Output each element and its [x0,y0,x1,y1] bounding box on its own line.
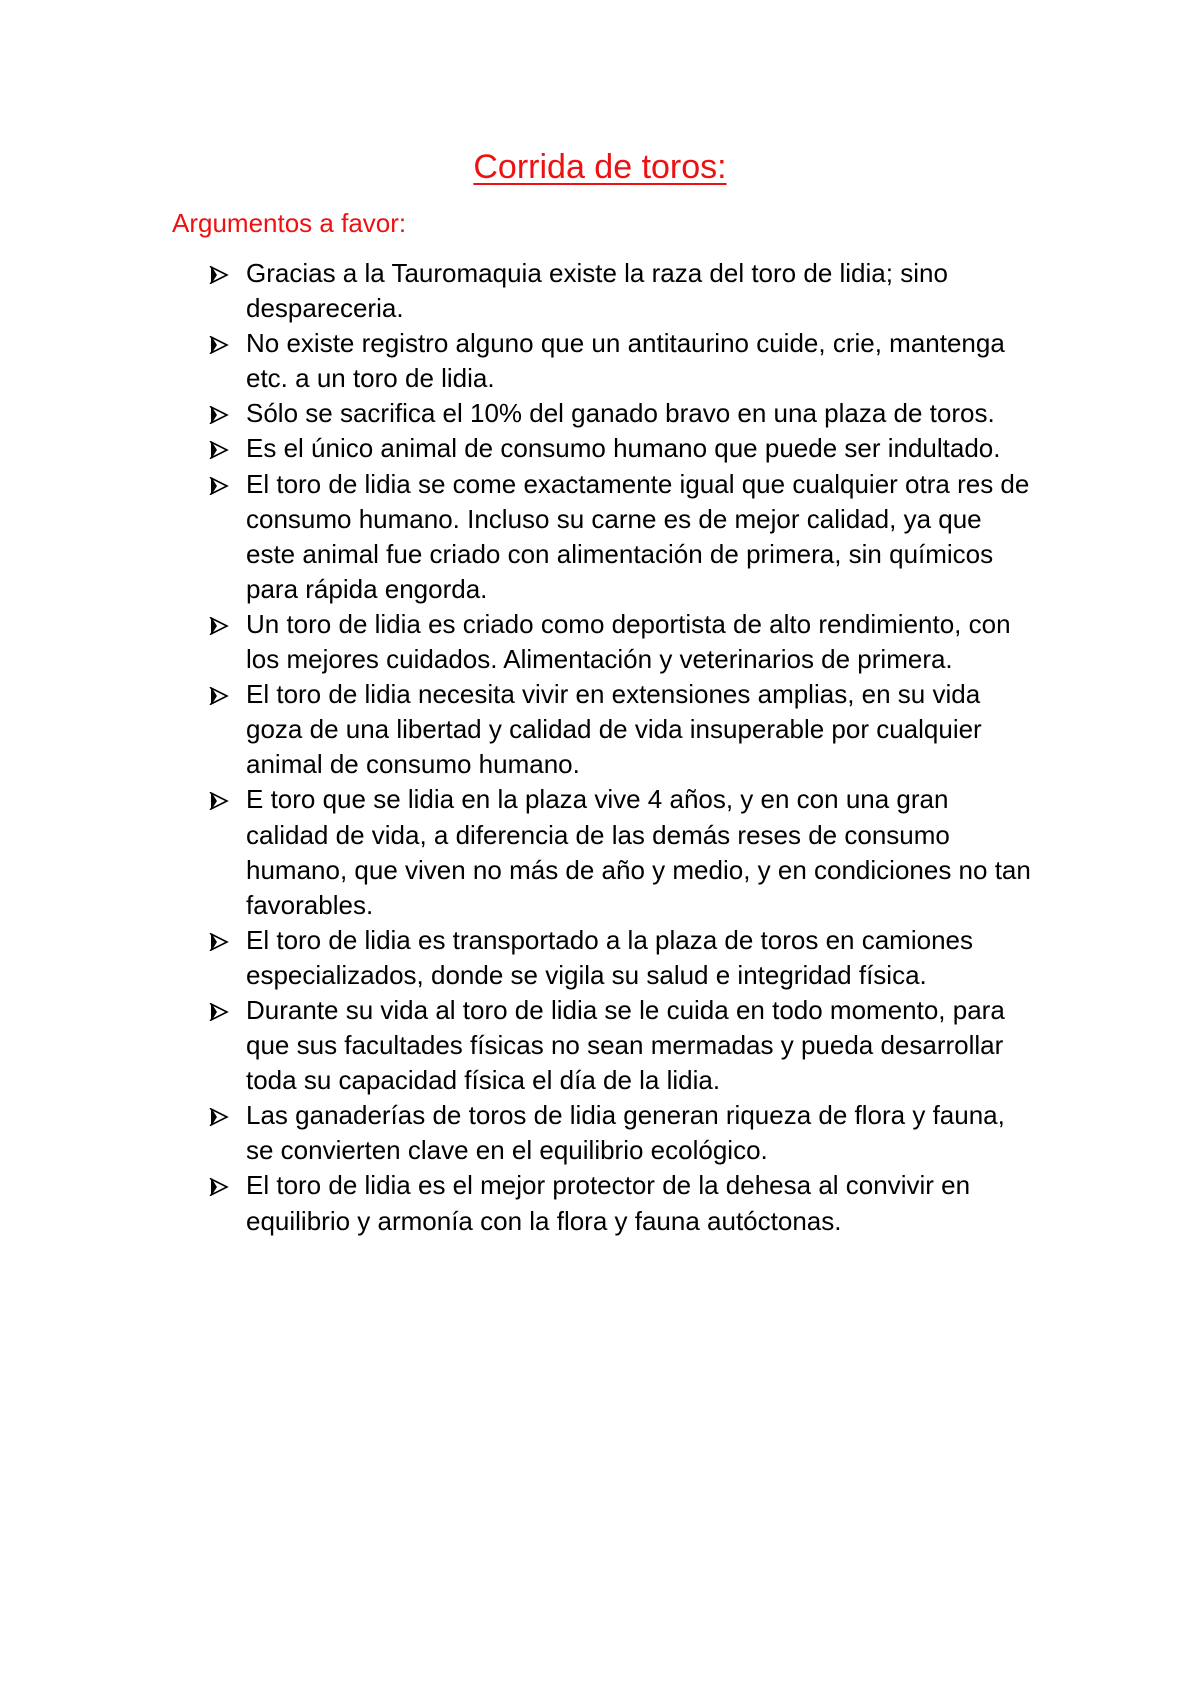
document-title: Corrida de toros: [473,148,727,186]
list-item [0,256,1036,326]
arrowhead-bullet-icon [209,1108,229,1126]
list-item-text: El toro de lidia se come exactamente igual que cualquier otra res de consumo humano. Incluso su carne es de mejor calidad, ya que este animal fue criado con alimentación de primera, sin químicos para rápida engorda. [246,468,1030,604]
list-item [0,396,1036,431]
list-item [0,923,1036,993]
arrowhead-bullet-icon [209,617,229,635]
arrowhead-bullet-icon [209,1003,229,1021]
list-item-text: Las ganaderías de toros de lidia generan riqueza de flora y fauna, se convierten clave en el equilibrio ecológico. [246,1100,1005,1166]
list-item-text: El toro de lidia necesita vivir en extensiones amplias, en su vida goza de una libertad y calidad de vida insuperable por cualquier animal de consumo humano. [246,679,982,780]
list-item-text: Durante su vida al toro de lidia se le cuida en todo momento, para que sus facultades físicas no sean mermadas y pueda desarrollar toda su capacidad física el día de la lidia. [246,994,1005,1096]
arguments-list [0,256,1200,1239]
section-heading: Argumentos a favor: [172,208,407,238]
arrowhead-bullet-icon [209,687,229,705]
list-item-text: El toro de lidia es transportado a la plaza de toros en camiones especializados, donde se vigila su salud e integridad física. [246,924,973,990]
arrowhead-bullet-icon [209,336,229,354]
arrowhead-bullet-icon [209,406,229,424]
list-item [0,467,1036,607]
list-item-text: Es el único animal de consumo humano que puede ser indultado. [246,433,1001,464]
list-item [0,993,1036,1098]
list-item [0,782,1036,922]
list-item [0,607,1036,677]
list-item-text: Un toro de lidia es criado como deportista de alto rendimiento, con los mejores cuidados. Alimentación y veterinarios de primera. [246,608,1011,675]
list-item-text: No existe registro alguno que un antitaurino cuide, crie, mantenga etc. a un toro de lidia. [246,328,1005,394]
list-item [0,431,1036,466]
arrowhead-bullet-icon [209,441,229,459]
arrowhead-bullet-icon [209,933,229,951]
list-item [0,1168,1036,1238]
list-item-text: E toro que se lidia en la plaza vive 4 años, y en con una gran calidad de vida, a diferencia de las demás reses de consumo humano, que viven no más de año y medio, y en condiciones no tan favorables. [246,784,1031,920]
list-item [0,326,1036,396]
arrowhead-bullet-icon [209,1178,229,1196]
list-item [0,677,1036,782]
list-item [0,1098,1036,1168]
arrowhead-bullet-icon [209,266,229,284]
list-item-text: El toro de lidia es el mejor protector de la dehesa al convivir en equilibrio y armonía con la flora y fauna autóctonas. [246,1170,971,1236]
list-item-text: Sólo se sacrifica el 10% del ganado bravo en una plaza de toros. [246,398,995,429]
arrowhead-bullet-icon [209,477,229,495]
list-item-text: Gracias a la Tauromaquia existe la raza del toro de lidia; sino despareceria. [246,258,948,324]
arrowhead-bullet-icon [209,792,229,810]
